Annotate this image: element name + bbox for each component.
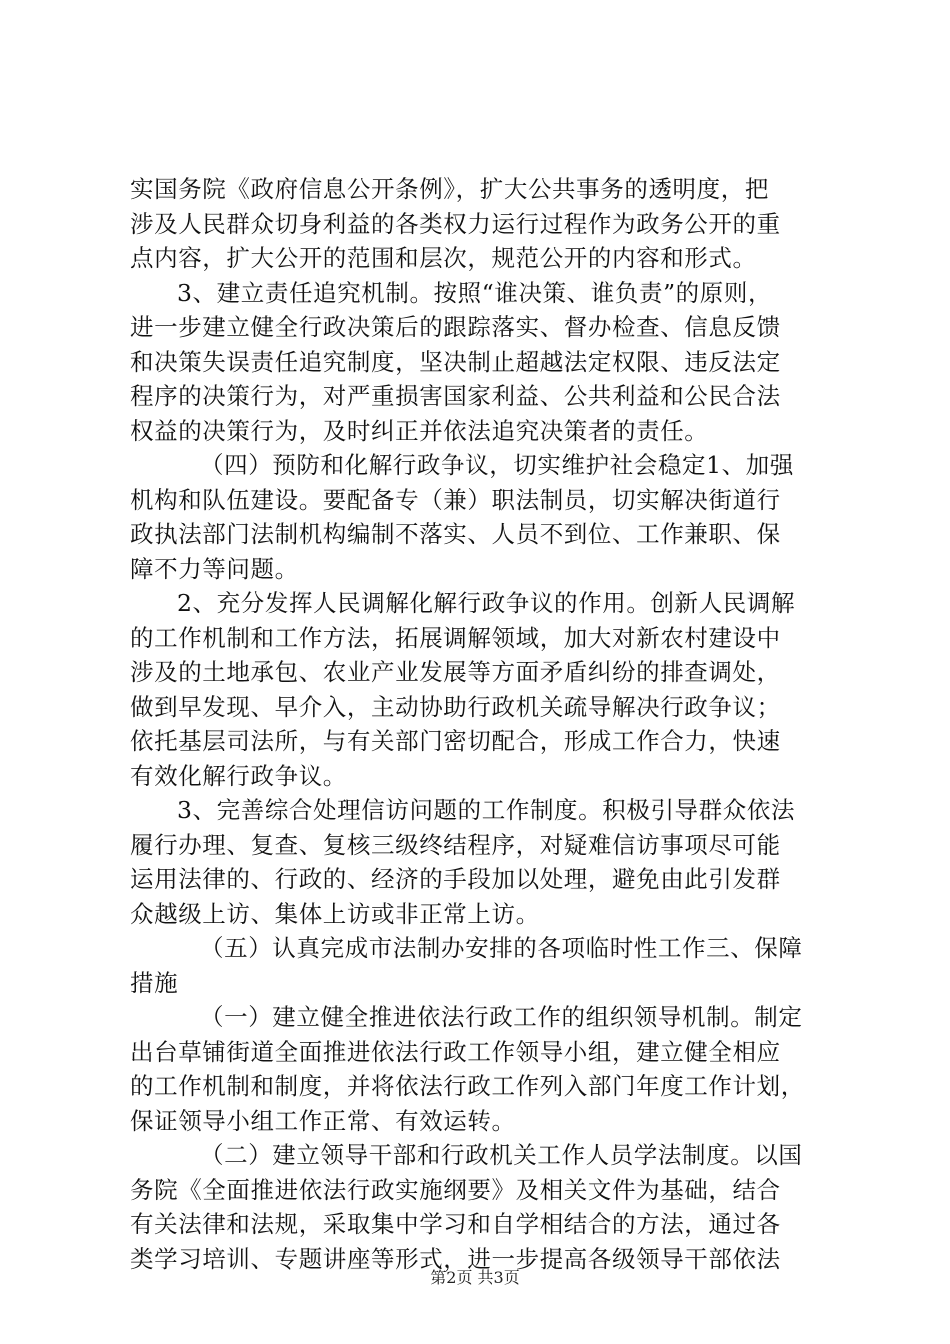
text-line: 和决策失误责任追究制度，坚决制止超越法定权限、违反法定: [130, 347, 781, 376]
text-line: 3、建立责任追究机制。按照“谁决策、谁负责”的原则，: [177, 278, 773, 307]
text-line: 涉及的土地承包、农业产业发展等方面矛盾纠纷的排查调处，: [130, 658, 781, 686]
text-line: 众越级上访、集体上访或非正常上访。: [130, 899, 540, 928]
text-line: 3、完善综合处理信访问题的工作制度。积极引导群众依法: [177, 796, 796, 824]
text-line: 点内容，扩大公开的范围和层次，规范公开的内容和形式。: [130, 244, 757, 272]
text-line: 机构和队伍建设。要配备专（兼）职法制员，切实解决街道行: [130, 485, 781, 514]
text-line: 运用法律的、行政的、经济的手段加以处理，避免由此引发群: [130, 865, 781, 893]
text-line: 的工作机制和工作方法，拓展调解领域，加大对新农村建设中: [130, 623, 781, 652]
text-line: 进一步建立健全行政决策后的跟踪落实、督办检查、信息反馈: [130, 313, 781, 341]
text-line: 履行办理、复查、复核三级终结程序，对疑难信访事项尽可能: [130, 830, 781, 859]
text-line: 程序的决策行为，对严重损害国家利益、公共利益和公民合法: [130, 382, 781, 410]
text-line: 出台草铺街道全面推进依法行政工作领导小组，建立健全相应: [130, 1037, 781, 1066]
text-line: （一）建立健全推进依法行政工作的组织领导机制。制定: [200, 1003, 803, 1031]
text-line: 依托基层司法所，与有关部门密切配合，形成工作合力，快速: [130, 727, 781, 755]
text-line: （四）预防和化解行政争议，切实维护社会稳定1、加强: [200, 451, 794, 479]
text-line: 实国务院《政府信息公开条例》，扩大公共事务的透明度，把: [130, 175, 769, 203]
text-line: 保证领导小组工作正常、有效运转。: [130, 1106, 516, 1135]
page-footer: 第2页 共3页: [430, 1268, 520, 1287]
text-line: 政执法部门法制机构编制不落实、人员不到位、工作兼职、保: [130, 520, 781, 548]
text-line: （五）认真完成市法制办安排的各项临时性工作三、保障: [200, 934, 803, 962]
text-line: （二）建立领导干部和行政机关工作人员学法制度。以国: [200, 1141, 803, 1169]
text-line: 有效化解行政争议。: [130, 761, 347, 790]
text-line: 的工作机制和制度，并将依法行政工作列入部门年度工作计划，: [130, 1072, 805, 1100]
text-line: 障不力等问题。: [130, 554, 299, 583]
text-line: 权益的决策行为，及时纠正并依法追究决策者的责任。: [130, 416, 709, 445]
text-line: 有关法律和法规，采取集中学习和自学相结合的方法，通过各: [130, 1210, 781, 1238]
text-line: 类学习培训、专题讲座等形式，进一步提高各级领导干部依法: [130, 1244, 781, 1273]
text-line: 涉及人民群众切身利益的各类权力运行过程作为政务公开的重: [130, 209, 781, 238]
document-body: [130, 172, 830, 1276]
text-line: 务院《全面推进依法行政实施纲要》及相关文件为基础，结合: [130, 1175, 781, 1204]
text-line: 措施: [130, 968, 179, 997]
text-line: 2、充分发挥人民调解化解行政争议的作用。创新人民调解: [177, 589, 796, 617]
text-line: 做到早发现、早介入，主动协助行政机关疏导解决行政争议；: [130, 692, 781, 721]
